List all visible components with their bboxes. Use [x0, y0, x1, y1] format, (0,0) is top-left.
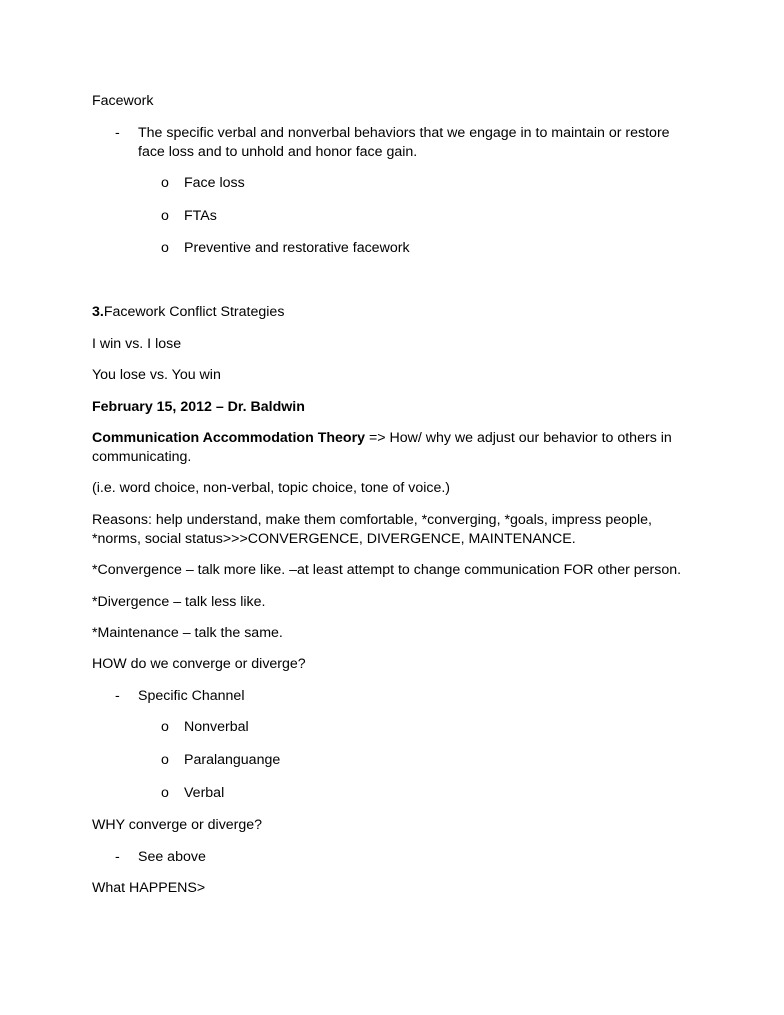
theory-desc: => How/ why we adjust our behavior to others in	[365, 430, 672, 446]
sub-bullet-3: o	[161, 240, 169, 256]
channel-bullet-1: o	[161, 719, 169, 735]
reasons-line-1: Reasons: help understand, make them comfortable, *converging, *goals, impress people,	[92, 512, 652, 528]
how-dash: -	[115, 688, 120, 704]
channel-bullet-2: o	[161, 752, 169, 768]
channel-verbal: Verbal	[184, 785, 225, 801]
why-item: See above	[138, 849, 206, 865]
strategies-number: 3.	[92, 304, 104, 320]
how-question: HOW do we converge or diverge?	[92, 656, 306, 672]
what-happens: What HAPPENS>	[92, 880, 206, 896]
channel-bullet-3: o	[161, 785, 169, 801]
maintenance-line: *Maintenance – talk the same.	[92, 625, 283, 641]
convergence-line: *Convergence – talk more like. –at least attempt to change communication FOR other person.	[92, 562, 682, 578]
sub-item-preventive: Preventive and restorative facework	[184, 240, 410, 256]
sub-bullet-1: o	[161, 175, 169, 191]
sub-item-face-loss: Face loss	[184, 175, 245, 191]
sub-item-ftas: FTAs	[184, 208, 217, 224]
divergence-line: *Divergence – talk less like.	[92, 594, 266, 610]
strategies-line-1: I win vs. I lose	[92, 336, 182, 352]
definition-line-2: face loss and to unhold and honor face gain.	[138, 144, 418, 160]
how-item: Specific Channel	[138, 688, 245, 704]
channel-nonverbal: Nonverbal	[184, 719, 249, 735]
channel-paralanguage: Paralanguange	[184, 752, 281, 768]
theory-line-1	[92, 429, 672, 448]
sub-bullet-2: o	[161, 208, 169, 224]
strategies-heading	[92, 303, 284, 322]
theory-name: Communication Accommodation Theory	[92, 430, 365, 446]
definition-dash: -	[115, 125, 120, 141]
theory-line-2: communicating.	[92, 449, 192, 465]
why-dash: -	[115, 849, 120, 865]
examples-line: (i.e. word choice, non-verbal, topic choice, tone of voice.)	[92, 480, 451, 496]
date-heading: February 15, 2012 – Dr. Baldwin	[92, 399, 305, 415]
reasons-line-2: *norms, social status>>>CONVERGENCE, DIVERGENCE, MAINTENANCE.	[92, 531, 576, 547]
why-question: WHY converge or diverge?	[92, 817, 263, 833]
definition-line-1: The specific verbal and nonverbal behaviors that we engage in to maintain or restore	[138, 125, 670, 141]
strategies-line-2: You lose vs. You win	[92, 367, 221, 383]
facework-heading: Facework	[92, 93, 154, 109]
strategies-title: Facework Conflict Strategies	[103, 304, 285, 320]
